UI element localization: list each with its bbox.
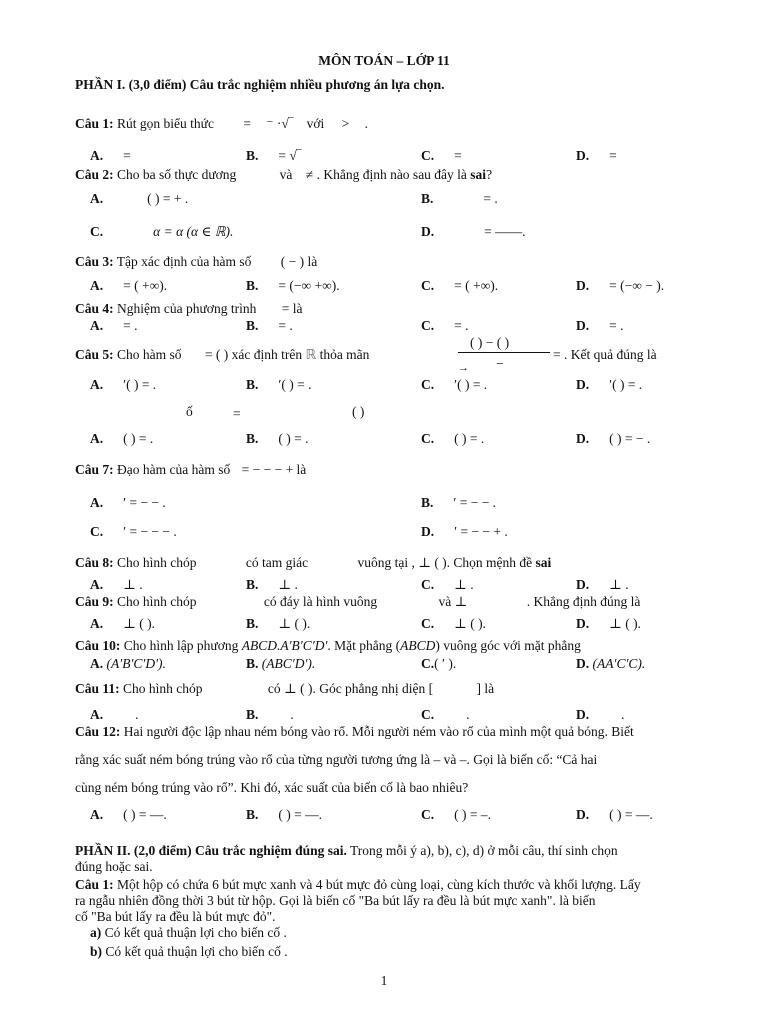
q9-option-b: B. ⊥ ( ). — [246, 616, 311, 631]
q2-option-c: C. α = α (α ∈ ℝ). — [90, 224, 234, 239]
math-fragment: . — [364, 116, 368, 131]
page-number: 1 — [380, 973, 388, 988]
q10-option-c: C.( ′ ). — [421, 656, 457, 671]
q9-option-d: D. ⊥ ( ). — [576, 616, 641, 631]
question-7: Câu 7: Đạo hàm của hàm số = − − − + là — [75, 462, 307, 477]
question-11: Câu 11: Cho hình chóp có ⊥ ( ). Góc phẳng nhị diện [ ] là — [75, 681, 495, 696]
math-fragment: > — [341, 116, 350, 131]
q12-option-b: B. ( ) = —. — [246, 807, 322, 822]
q4-option-b: B. = . — [246, 318, 293, 333]
limit-numerator: ( ) − ( ) — [470, 335, 510, 350]
q11-option-d: D. . — [576, 707, 625, 722]
q10-option-b: B. (ABC′D′). — [246, 656, 316, 671]
q5-option-d: D. ′( ) = . — [576, 377, 643, 392]
question-3: Câu 3: Tập xác định của hàm số ( − ) là — [75, 254, 318, 269]
question-2: Câu 2: Cho ba số thực dương và ≠ . Khẳng định nào sau đây là sai? — [75, 167, 493, 182]
page-title: MÔN TOÁN – LỚP 11 — [318, 53, 450, 68]
q6-option-a: A. ( ) = . — [90, 431, 154, 446]
part2-question-1-line-3: cố "Ba bút lấy ra đều là bút mực đỏ". — [75, 909, 276, 924]
q2-option-a: A. ( ) = + . — [90, 191, 189, 206]
limit-denominator: − — [496, 356, 504, 371]
q4-option-d: D. = . — [576, 318, 624, 333]
q6-fragment-b: = — [233, 406, 241, 421]
q2-option-b: B. = . — [421, 191, 498, 206]
q4-option-c: C. = . — [421, 318, 469, 333]
question-10: Câu 10: Cho hình lập phương ABCD.A′B′C′D′. Mặt phẳng (ABCD) vuông góc với mặt phẳng — [75, 638, 581, 653]
part2-question-1-line-2: ra ngẫu nhiên đồng thời 3 bút từ hộp. Gọi là biến cố "Ba bút lấy ra đều là bút mực xanh". là biến — [75, 893, 596, 908]
part2-heading: PHẦN II. (2,0 điểm) Câu trắc nghiệm đúng sai. Trong mỗi ý a), b), c), d) ở mỗi câu, thí sinh chọn — [75, 843, 618, 858]
q11-option-c: C. . — [421, 707, 470, 722]
q7-option-b: B. ′ = − − . — [421, 495, 497, 510]
q3-option-c: C. = ( +∞). — [421, 278, 499, 293]
question-9: Câu 9: Cho hình chóp có đáy là hình vuông và ⊥ . Khẳng định đúng là — [75, 594, 641, 609]
question-4: Câu 4: Nghiệm của phương trình = là — [75, 301, 303, 316]
statement-b: b) Có kết quả thuận lợi cho biến cố . — [90, 944, 288, 959]
q4-option-a: A. = . — [90, 318, 138, 333]
q1-option-b: B. = √‾ — [246, 148, 302, 163]
limit-fraction-bar — [458, 352, 550, 353]
q12-option-a: A. ( ) = —. — [90, 807, 167, 822]
q8-option-d: D. ⊥ . — [576, 577, 629, 592]
question-text: Rút gọn biểu thức — [117, 116, 214, 131]
question-label: Câu 1: — [75, 116, 114, 131]
math-fragment: ⁻ ·√‾ — [266, 116, 294, 131]
q6-option-b: B. ( ) = . — [246, 431, 309, 446]
question-12: Câu 12: Hai người độc lập nhau ném bóng vào rổ. Mỗi người ném vào rổ của mình một quả bóng. Biết — [75, 724, 634, 739]
q10-option-a: A. (A′B′C′D′). — [90, 656, 166, 671]
q8-option-b: B. ⊥ . — [246, 577, 298, 592]
question-12-line-2: rằng xác suất ném bóng trúng vào rổ của từng người tương ứng là – và –. Gọi là biến cố: “Cả hai — [75, 752, 598, 767]
question-12-line-3: cùng ném bóng trúng vào rổ”. Khi đó, xác suất của biến cố là bao nhiêu? — [75, 780, 469, 795]
q1-option-d: D. = — [576, 148, 617, 163]
q12-option-c: C. ( ) = –. — [421, 807, 491, 822]
q1-option-c: C. = — [421, 148, 462, 163]
q7-option-c: C. ′ = − − − . — [90, 524, 177, 539]
q5-option-b: B. ′( ) = . — [246, 377, 312, 392]
part2-question-1: Câu 1: Một hộp có chứa 6 bút mực xanh và 4 bút mực đỏ cùng loại, cùng kích thước và khối lượng. Lấy — [75, 877, 641, 892]
q6-fragment-a: ố — [186, 404, 193, 419]
math-fragment: với — [306, 116, 325, 131]
q3-option-a: A. = ( +∞). — [90, 278, 168, 293]
q9-option-c: C. ⊥ ( ). — [421, 616, 486, 631]
q1-option-a: A. = — [90, 148, 131, 163]
q11-option-b: B. . — [246, 707, 294, 722]
question-5: Câu 5: Cho hàm số = ( ) xác định trên ℝ thỏa mãn — [75, 347, 370, 363]
q6-option-c: C. ( ) = . — [421, 431, 485, 446]
q7-option-a: A. ′ = − − . — [90, 495, 166, 510]
q5-option-c: C. ′( ) = . — [421, 377, 488, 392]
q6-option-d: D. ( ) = − . — [576, 431, 651, 446]
q11-option-a: A. . — [90, 707, 139, 722]
question-8: Câu 8: Cho hình chóp có tam giác vuông tại , ⊥ ( ). Chọn mệnh đề sai — [75, 555, 552, 570]
q8-option-a: A. ⊥ . — [90, 577, 143, 592]
q3-option-b: B. = (−∞ +∞). — [246, 278, 340, 293]
question-5-tail: = . Kết quả đúng là — [553, 347, 657, 362]
q3-option-d: D. = (−∞ − ). — [576, 278, 665, 293]
math-fragment: = — [243, 116, 251, 131]
q10-option-d: D. (AA′C′C). — [576, 656, 646, 671]
q8-option-c: C. ⊥ . — [421, 577, 474, 592]
statement-a: a) Có kết quả thuận lợi cho biến cố . — [90, 925, 287, 940]
q2-option-d: D. = ——. — [421, 224, 526, 239]
part1-heading: PHẦN I. (3,0 điểm) Câu trắc nghiệm nhiều phương án lựa chọn. — [75, 77, 445, 92]
question-1 — [75, 116, 368, 132]
q6-fragment-c: ( ) — [352, 404, 365, 419]
q5-option-a: A. ′( ) = . — [90, 377, 157, 392]
part2-heading-line-2: đúng hoặc sai. — [75, 859, 153, 874]
q12-option-d: D. ( ) = —. — [576, 807, 653, 822]
limit-arrow: → — [458, 362, 469, 374]
q9-option-a: A. ⊥ ( ). — [90, 616, 155, 631]
q7-option-d: D. ′ = − − + . — [421, 524, 508, 539]
